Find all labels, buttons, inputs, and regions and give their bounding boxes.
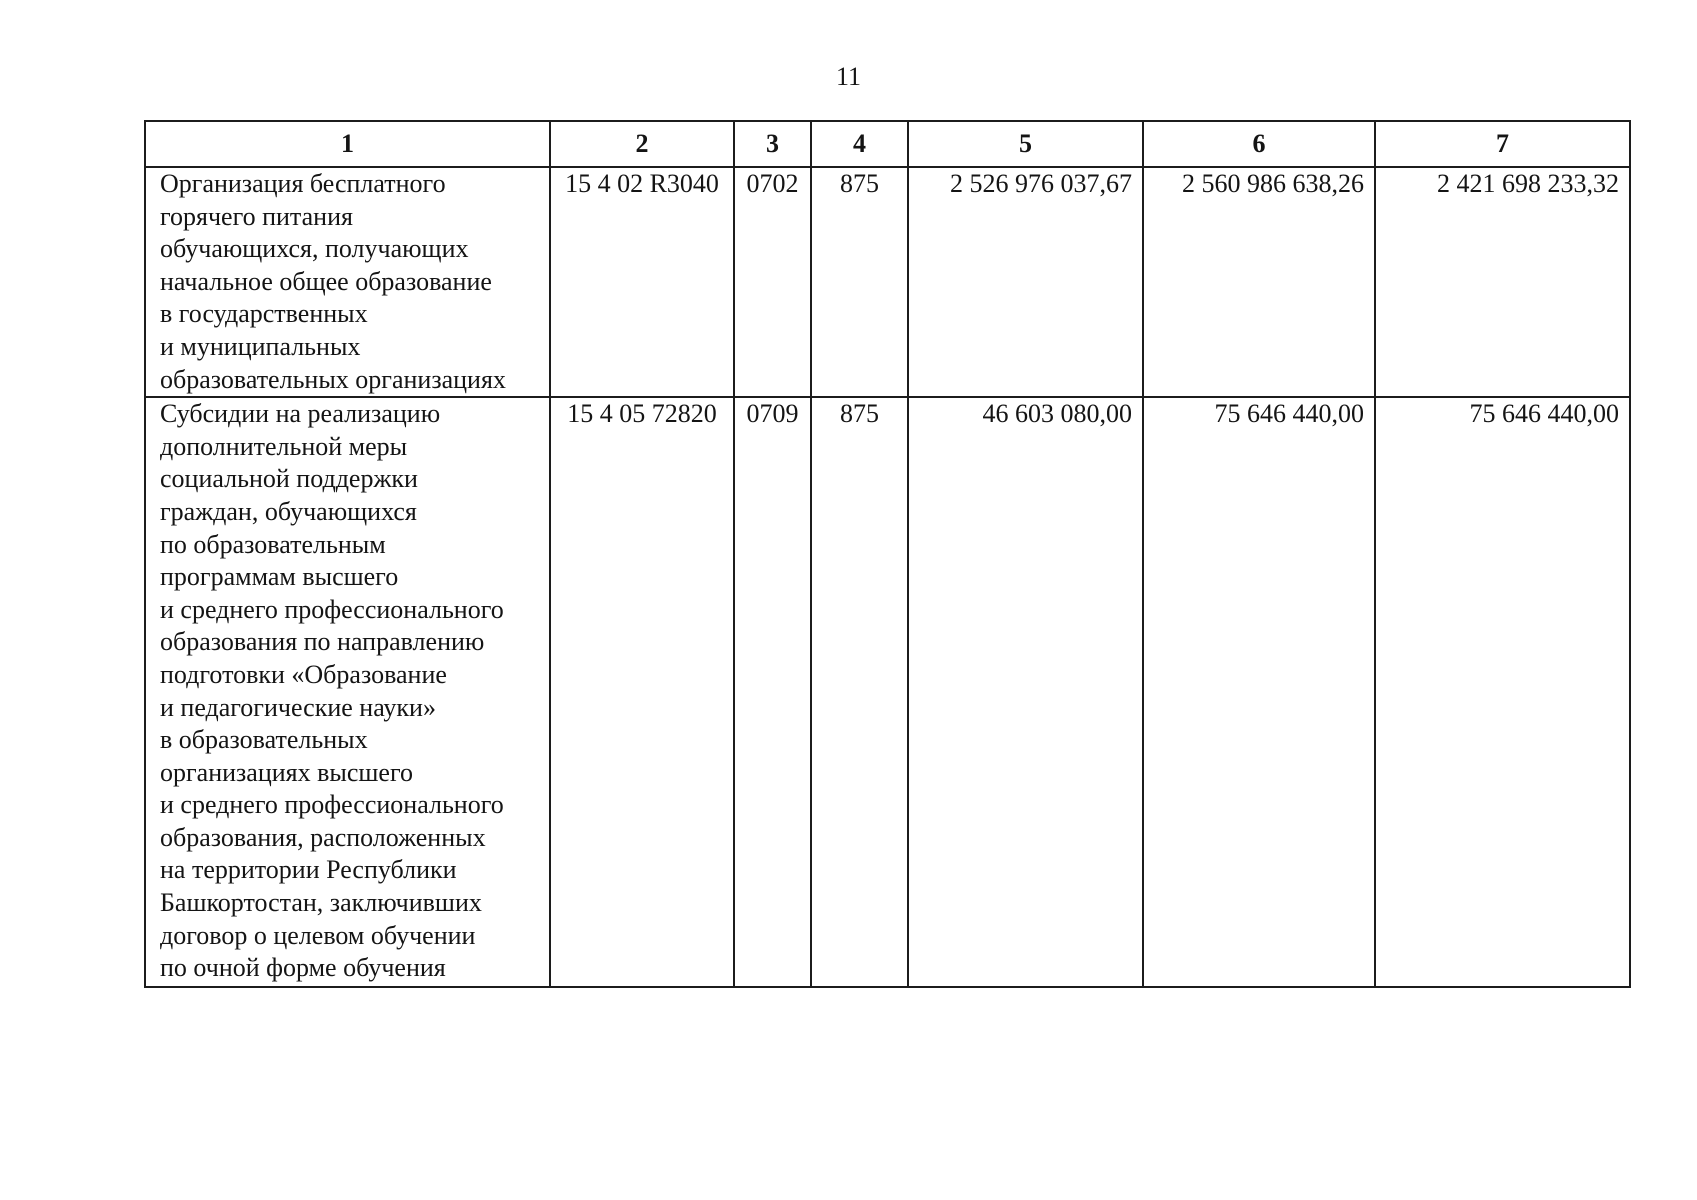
column-header-4: 4 — [811, 121, 908, 167]
column-header-3: 3 — [734, 121, 811, 167]
amount-cell-col7: 2 421 698 233,32 — [1375, 167, 1630, 397]
name-line: горячего питания — [160, 201, 353, 231]
target-code-cell: 15 4 02 R3040 — [550, 167, 734, 397]
name-line: программам высшего — [160, 562, 399, 592]
section-code-cell: 0709 — [734, 397, 811, 987]
row-name-cell — [145, 167, 550, 397]
name-line: организациях высшего — [160, 757, 413, 787]
amount-cell-col6: 75 646 440,00 — [1143, 397, 1375, 987]
budget-table — [144, 120, 1631, 988]
name-line: подготовки «Образование — [160, 659, 447, 689]
row-name-cell — [145, 397, 550, 987]
amount-cell-col5: 46 603 080,00 — [908, 397, 1143, 987]
name-line: граждан, обучающихся — [160, 496, 417, 526]
amount-cell-col5: 2 526 976 037,67 — [908, 167, 1143, 397]
name-line: договор о целевом обучении — [160, 920, 476, 950]
name-line: образования, расположенных — [160, 822, 486, 852]
amount-cell-col6: 2 560 986 638,26 — [1143, 167, 1375, 397]
table-row — [145, 167, 1630, 397]
column-header-7: 7 — [1375, 121, 1630, 167]
name-line: и муниципальных — [160, 331, 361, 361]
section-code-cell: 0702 — [734, 167, 811, 397]
amount-cell-col7: 75 646 440,00 — [1375, 397, 1630, 987]
name-line: образовательных организациях — [160, 364, 506, 394]
name-line: и среднего профессионального — [160, 790, 504, 820]
name-line: Организация бесплатного — [160, 169, 446, 198]
name-line: в образовательных — [160, 725, 368, 755]
column-header-5: 5 — [908, 121, 1143, 167]
target-code-cell: 15 4 05 72820 — [550, 397, 734, 987]
header-row — [145, 121, 1630, 167]
page-number: 11 — [835, 62, 862, 91]
name-line: образования по направлению — [160, 627, 485, 657]
column-header-2: 2 — [550, 121, 734, 167]
name-line: и среднего профессионального — [160, 594, 504, 624]
expense-type-cell: 875 — [811, 167, 908, 397]
name-line: дополнительной меры — [160, 431, 408, 461]
name-line: начальное общее образование — [160, 266, 492, 296]
name-line: на территории Республики — [160, 855, 457, 885]
name-line: по очной форме обучения — [160, 953, 446, 983]
name-line: Башкортостан, заключивших — [160, 888, 482, 918]
name-line: Субсидии на реализацию — [160, 399, 441, 429]
column-header-1: 1 — [145, 121, 550, 167]
name-line: социальной поддержки — [160, 464, 418, 494]
name-line: обучающихся, получающих — [160, 234, 469, 264]
name-line: по образовательным — [160, 529, 386, 559]
name-line: в государственных — [160, 299, 368, 329]
expense-type-cell: 875 — [811, 397, 908, 987]
name-line: и педагогические науки» — [160, 692, 436, 722]
table-row — [145, 397, 1630, 987]
column-header-6: 6 — [1143, 121, 1375, 167]
